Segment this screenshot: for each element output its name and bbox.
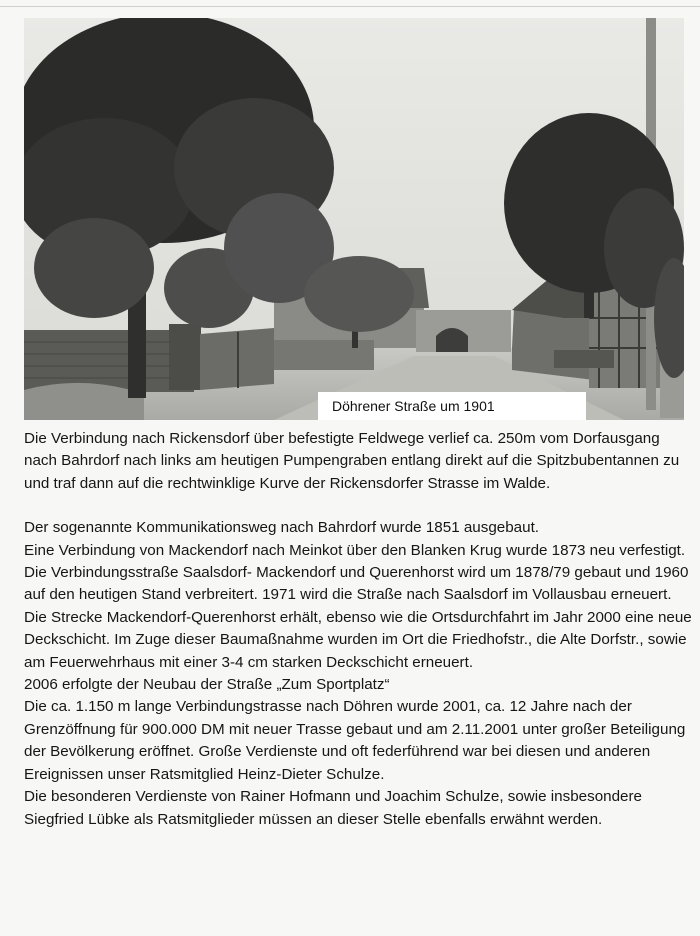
photo-caption: Döhrener Straße um 1901 [318, 392, 586, 420]
paragraph-rickensdorf: Die Verbindung nach Rickensdorf über befestigte Feldwege verlief ca. 250m vom Dorfausgang nach Bahrdorf nach links am heutigen Pumpengraben entlang direkt auf die Spitzbubentannen zu und traf dann auf die rechtwinklige Kurve der Rickensdorfer Strasse im Walde. [24, 430, 680, 492]
historic-street-photo [24, 18, 684, 420]
top-rule [0, 6, 700, 7]
paragraph-kommunikationsweg: Der sogenannte Kommunikationsweg nach Bahrdorf wurde 1851 ausgebaut. [24, 519, 540, 537]
paragraph-saalsdorf: Die Verbindungsstraße Saalsdorf- Mackendorf und Querenhorst wird um 1878/79 gebaut und 1960 auf den heutigen Stand verbreitert. 1971 wird die Straße nach Saalsdorf im Vollausbau erneuert. Die Strecke Mackendorf-Querenhorst erhält, ebenso wie die Ortsdurchfahrt im Jahr 2000 eine neue Deckschicht. Im Zuge dieser Baumaßnahme wurden im Ort die Friedhofstr., die Alte Dorfstr., sowie am Feuerwehrhaus mit einer 3-4 cm starken Deckschicht erneuert. [24, 564, 692, 671]
paragraph-meinkot: Eine Verbindung von Mackendorf nach Meinkot über den Blanken Krug wurde 1873 neu verfestigt. [24, 541, 686, 559]
paragraph-doehren: Die ca. 1.150 m lange Verbindungstrasse nach Döhren wurde 2001, ca. 12 Jahre nach der Grenzöffnung für 900.000 DM mit neuer Trasse gebaut und am 2.11.2001 unter großer Beteiligung der Bevölkerung eröffnet. Große Verdienste und oft federführend war bei diesen und anderen Ereignissen unser Ratsmitglied Heinz-Dieter Schulze. [24, 698, 686, 783]
paragraph-verdienste: Die besonderen Verdienste von Rainer Hofmann und Joachim Schulze, sowie insbesondere Siegfried Lübke als Ratsmitglieder müssen an dieser Stelle ebenfalls erwähnt werden. [24, 788, 642, 828]
body-text [24, 428, 694, 831]
paragraph-sportplatz: 2006 erfolgte der Neubau der Straße „Zum Sportplatz“ [24, 676, 390, 694]
paragraph-gap [24, 495, 694, 517]
